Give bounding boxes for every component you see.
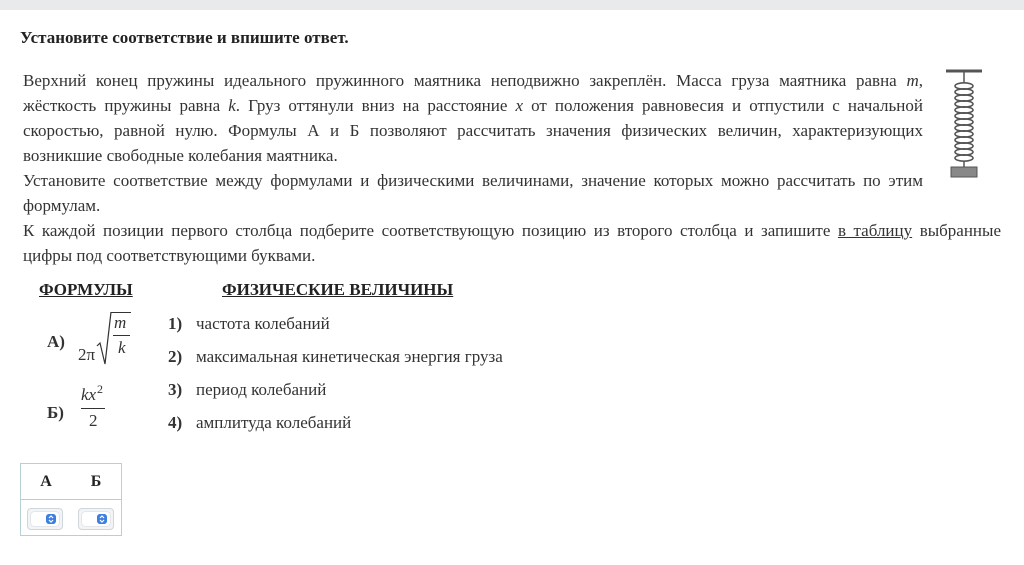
formula-a-fraction-bar (113, 335, 130, 336)
select-chevron-icon[interactable] (97, 514, 107, 524)
formula-a-denominator: k (118, 338, 126, 357)
top-bar (0, 0, 1024, 10)
quantity-item-2 (168, 347, 503, 367)
p3-text-2: выбранные цифры под соответствующими буквами. (23, 221, 1001, 265)
answer-select-b[interactable] (78, 508, 114, 530)
answer-table-header (21, 464, 121, 500)
formula-b-denominator: 2 (89, 411, 98, 430)
spring-pendulum-illustration (944, 68, 984, 180)
quantity-number: 3) (168, 380, 183, 399)
table-link[interactable]: в таблицу (837, 221, 913, 240)
p1-text-2: , жёсткость пружины равна (23, 71, 923, 115)
paragraph-1 (23, 68, 923, 168)
quantity-text: период колебаний (196, 380, 327, 399)
formula-b-label: Б) (47, 403, 64, 422)
sqrt-sign-icon (96, 310, 112, 366)
quantities-column-title: ФИЗИЧЕСКИЕ ВЕЛИЧИНЫ (222, 280, 454, 299)
quantity-number: 2) (168, 347, 183, 366)
quantity-item-1 (168, 314, 330, 334)
task-text (23, 68, 1001, 268)
p1-text-1: Верхний конец пружины идеального пружинного маятника неподвижно закреплён. Масса груза маятника равна (23, 71, 907, 90)
answer-table (20, 463, 122, 536)
formula-a-coefficient: 2π (78, 345, 96, 364)
var-k: k (228, 96, 236, 115)
paragraph-3 (23, 218, 1001, 268)
var-m: m (906, 71, 919, 90)
answer-header-a: А (40, 473, 52, 490)
formula-b (81, 382, 111, 432)
p1-text-4: от положения равновесия и отпустили с начальной скоростью, равной нулю. Формулы А и Б позволяют рассчитать значения физических величин, характеризующих возникшие свободные колебания маятника. (23, 96, 923, 165)
answer-select-a[interactable] (27, 508, 63, 530)
select-chevron-icon[interactable] (46, 514, 56, 524)
formula-b-exponent: 2 (97, 382, 103, 396)
formula-a (78, 310, 140, 370)
p3-text-1: К каждой позиции первого столбца подберите соответствующую позицию из второго столбца и запишите (23, 221, 838, 240)
quantity-number: 1) (168, 314, 183, 333)
quantity-text: максимальная кинетическая энергия груза (196, 347, 503, 366)
quantity-number: 4) (168, 413, 183, 432)
answer-header-b: Б (90, 473, 102, 490)
quantity-item-3 (168, 380, 326, 400)
quantity-text: частота колебаний (196, 314, 330, 333)
formula-b-numerator: kx (81, 385, 97, 404)
formula-b-fraction-bar (81, 408, 105, 409)
formulas-column-title: ФОРМУЛЫ (39, 280, 133, 299)
formula-a-numerator: m (114, 313, 127, 332)
paragraph-2: Установите соответствие между формулами и физическими величинами, значение которых можно рассчитать по этим формулам. (23, 171, 923, 215)
task-heading: Установите соответствие и впишите ответ. (20, 28, 349, 47)
var-x: x (515, 96, 524, 115)
quantity-text: амплитуда колебаний (196, 413, 352, 432)
formula-a-label: А) (47, 332, 65, 351)
quantity-item-4 (168, 413, 351, 433)
p1-text-3: . Груз оттянули вниз на расстояние (235, 96, 516, 115)
